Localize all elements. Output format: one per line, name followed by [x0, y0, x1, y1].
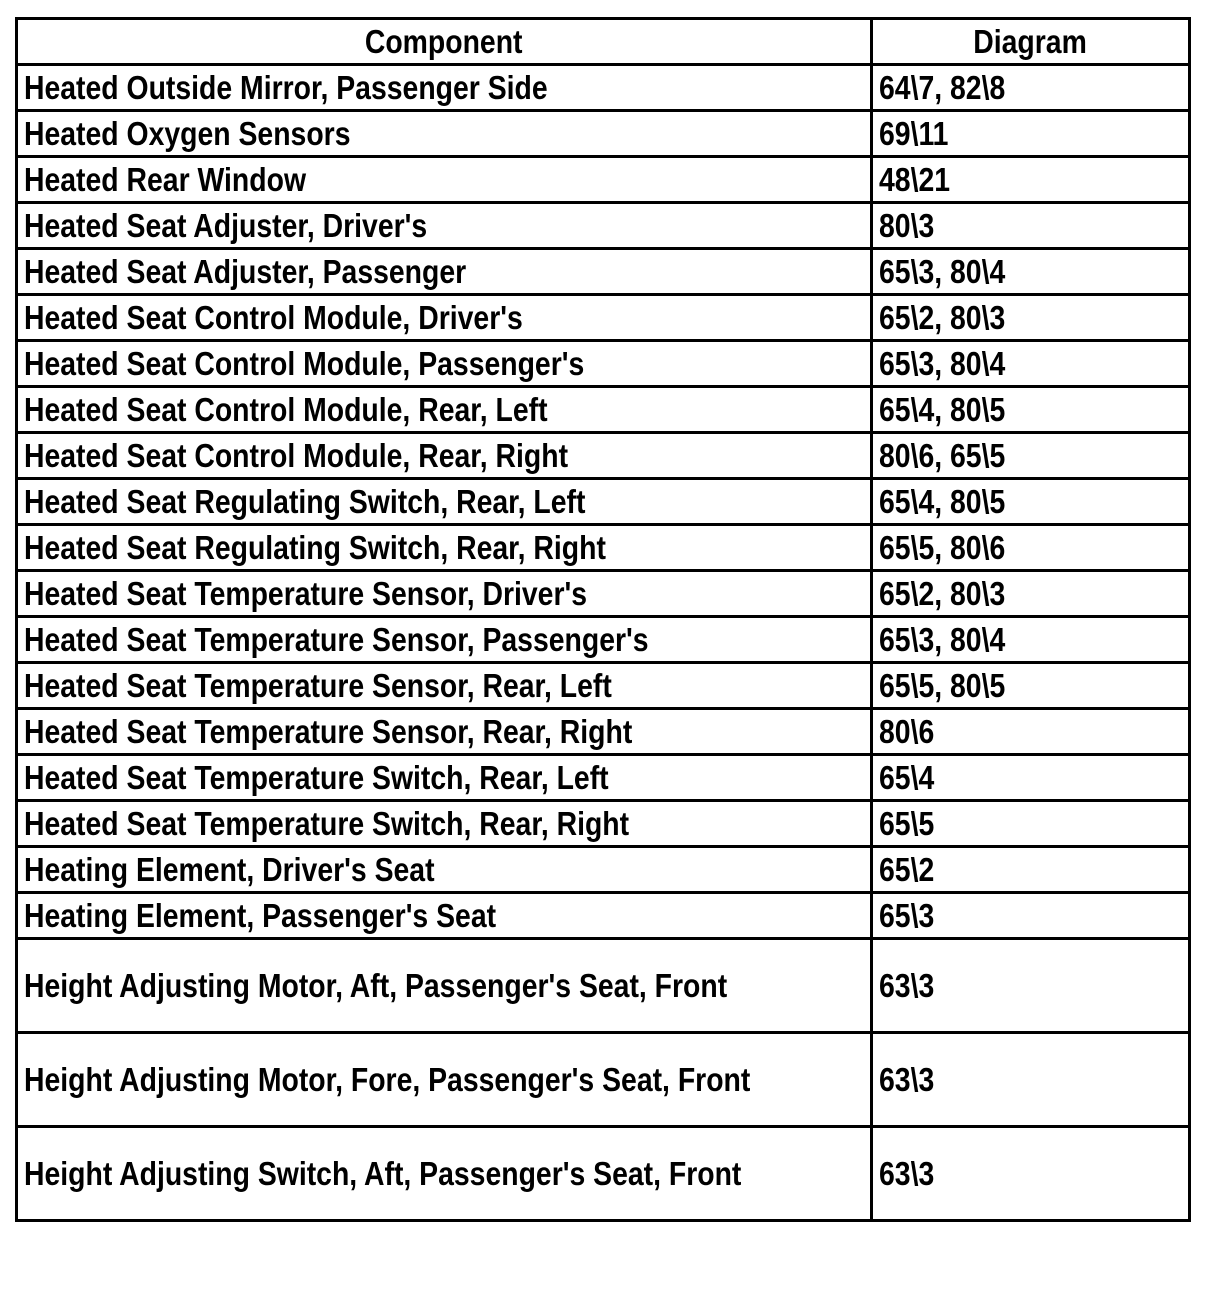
diagram-cell: 63\3: [872, 1127, 1190, 1221]
diagram-cell: 80\6, 65\5: [872, 433, 1190, 479]
table-row: [17, 295, 1190, 341]
component-cell: Heated Seat Temperature Sensor, Rear, Left: [17, 663, 872, 709]
table-row: [17, 663, 1190, 709]
component-cell: Heated Outside Mirror, Passenger Side: [17, 65, 872, 111]
table-row: [17, 387, 1190, 433]
component-cell: Heated Seat Control Module, Rear, Right: [17, 433, 872, 479]
diagram-cell: 65\3, 80\4: [872, 249, 1190, 295]
component-cell: Heating Element, Passenger's Seat: [17, 893, 872, 939]
table-row: [17, 801, 1190, 847]
diagram-cell: 65\3: [872, 893, 1190, 939]
table-row: [17, 341, 1190, 387]
diagram-cell: 69\11: [872, 111, 1190, 157]
diagram-cell: 65\5, 80\5: [872, 663, 1190, 709]
diagram-cell: 65\3, 80\4: [872, 617, 1190, 663]
table-row: [17, 893, 1190, 939]
table-header-row: [17, 19, 1190, 65]
diagram-cell: 65\5, 80\6: [872, 525, 1190, 571]
table-row: [17, 1033, 1190, 1127]
diagram-cell: 65\3, 80\4: [872, 341, 1190, 387]
component-cell: Height Adjusting Motor, Fore, Passenger's Seat, Front: [17, 1033, 872, 1127]
diagram-cell: 80\6: [872, 709, 1190, 755]
diagram-cell: 65\4: [872, 755, 1190, 801]
diagram-cell: 63\3: [872, 939, 1190, 1033]
table-row: [17, 939, 1190, 1033]
component-cell: Heated Seat Regulating Switch, Rear, Right: [17, 525, 872, 571]
table-row: [17, 111, 1190, 157]
component-diagram-table: [15, 17, 1191, 1222]
component-cell: Heated Seat Control Module, Driver's: [17, 295, 872, 341]
component-cell: Height Adjusting Motor, Aft, Passenger's Seat, Front: [17, 939, 872, 1033]
diagram-cell: 64\7, 82\8: [872, 65, 1190, 111]
table-row: [17, 709, 1190, 755]
diagram-cell: 80\3: [872, 203, 1190, 249]
component-cell: Height Adjusting Switch, Aft, Passenger's Seat, Front: [17, 1127, 872, 1221]
table-row: [17, 157, 1190, 203]
diagram-cell: 65\2, 80\3: [872, 571, 1190, 617]
component-diagram-table-container: [15, 17, 1188, 1222]
component-cell: Heated Seat Temperature Switch, Rear, Right: [17, 801, 872, 847]
table-row: [17, 249, 1190, 295]
column-header-diagram: Diagram: [872, 19, 1190, 65]
table-row: [17, 755, 1190, 801]
component-cell: Heated Seat Control Module, Rear, Left: [17, 387, 872, 433]
component-cell: Heated Rear Window: [17, 157, 872, 203]
diagram-cell: 65\4, 80\5: [872, 479, 1190, 525]
table-row: [17, 617, 1190, 663]
table-row: [17, 433, 1190, 479]
component-cell: Heated Seat Temperature Sensor, Passenger's: [17, 617, 872, 663]
component-cell: Heated Seat Temperature Sensor, Driver's: [17, 571, 872, 617]
table-row: [17, 65, 1190, 111]
component-cell: Heated Seat Regulating Switch, Rear, Left: [17, 479, 872, 525]
table-row: [17, 847, 1190, 893]
diagram-cell: 63\3: [872, 1033, 1190, 1127]
component-cell: Heating Element, Driver's Seat: [17, 847, 872, 893]
component-cell: Heated Seat Control Module, Passenger's: [17, 341, 872, 387]
component-cell: Heated Seat Adjuster, Passenger: [17, 249, 872, 295]
diagram-cell: 65\5: [872, 801, 1190, 847]
diagram-cell: 65\4, 80\5: [872, 387, 1190, 433]
component-cell: Heated Oxygen Sensors: [17, 111, 872, 157]
component-cell: Heated Seat Adjuster, Driver's: [17, 203, 872, 249]
component-cell: Heated Seat Temperature Sensor, Rear, Right: [17, 709, 872, 755]
diagram-cell: 65\2, 80\3: [872, 295, 1190, 341]
component-cell: Heated Seat Temperature Switch, Rear, Left: [17, 755, 872, 801]
table-row: [17, 525, 1190, 571]
diagram-cell: 65\2: [872, 847, 1190, 893]
table-row: [17, 479, 1190, 525]
table-row: [17, 1127, 1190, 1221]
column-header-component: Component: [17, 19, 872, 65]
table-row: [17, 203, 1190, 249]
table-row: [17, 571, 1190, 617]
diagram-cell: 48\21: [872, 157, 1190, 203]
